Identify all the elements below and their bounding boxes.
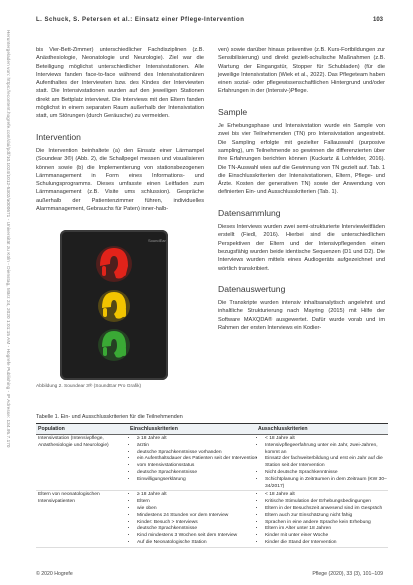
side-download-text: Heruntergeladen von: https://econtent.hogrefe.com/doi/pdf/10.1024/1012-5302/a000671 - Universität zu Köln - Dienstag, März 24, 2020 1:01:15 AM - Hogrefe Publishing - IP Adresse: 134.95.7.170	[6, 30, 11, 448]
red-ear-icon	[96, 246, 132, 282]
exclude-criterion: • Sprachen in eine andere Sprache kein Erhebung	[265, 520, 388, 527]
heading-data-collection: Datensammlung	[218, 207, 281, 218]
table-header-population: Population	[38, 426, 65, 432]
right-paragraph-1: ven) sowie darüber hinaus präventive (z.B. Kurs-Fortbildungen zur Sensibilisierung) und direkt gezielt-schulische Maßnahmen (z.B. Wartung der Eingangstür, Stopper für Schubladen) (für die jeweilige Intensivstation (Wiek et al., 2022). Das Pflegeteam haben einen sozial- oder pflegewissenschaftlichen Hintergrund und/oder Erfahrungen in der (Intensiv-)Pflege.	[218, 47, 385, 95]
exclude-list	[258, 492, 388, 546]
include-criterion: • Einwilligungserklärung	[137, 477, 258, 484]
include-criterion: • Auf die Neonatologische Station	[137, 540, 258, 547]
traffic-light-ear-icon	[60, 230, 168, 380]
brand-label: SoundEar	[148, 238, 166, 243]
right-paragraph-4: Die Transkripte wurden intensiv inhaltsanalytisch angelehnt und inhaltliche Strukturierung nach Mayring (2015) mit Hilfe der Software MAXQDA® ausgewertet. Dafür wurde vorab und im Rahmen der ersten Interviews ein Kodier-	[218, 300, 385, 332]
criteria-table	[36, 423, 388, 548]
table-cell-exclude	[258, 492, 388, 546]
heading-sample: Sample	[218, 106, 248, 117]
include-criterion: • ärztin	[137, 443, 258, 450]
include-criterion: • ≥ 18 Jahre alt	[137, 492, 258, 499]
include-criterion: • deutsche Sprachkenntnisse vorhanden	[137, 450, 258, 457]
include-criterion: • Kinder: Besuch > Interviews	[137, 520, 258, 527]
table-header-row	[36, 424, 388, 435]
table-cell-include	[130, 492, 258, 546]
right-paragraph-2: Je Erhebungsphase und Intensivstation wurde ein Sample von zwei bis vier Teilnehmenden (TN) pro Intensivstation angestrebt. Die Sampling erfolgte mit gezielter Fallauswahl (purposive sampling), um Teilnehmende so gewinnen die differenzierten über ihre Erfahrungen berichten können (Kuckartz & Lohfelder, 2016). Die TN-Auswahl wies auf die Gewinnung von TN gezielt auf. Tab. 1 die Einschlusskriterien der Intensivstationen, Eltern, Pflege- und Ärzte. Kosten der generativen TN) sowie der Anwendung von definierten Ein- und Ausschlusskriterien (Tab. 1).	[218, 123, 385, 196]
table-row	[36, 435, 388, 491]
left-column	[36, 46, 204, 213]
table-header-include: Einschlusskriterien	[130, 426, 178, 432]
exclude-criterion: • Eltern im Alter unter 18 Jahren	[265, 526, 388, 533]
include-criterion: • ≥ 18 Jahre alt	[137, 436, 258, 443]
include-criterion: • Eltern	[137, 499, 258, 506]
table-header-exclude: Ausschlusskriterien	[258, 426, 308, 432]
exclude-criterion: • Eltern auch zur Einschätzung nicht fähig	[265, 513, 388, 520]
heading-intervention: Intervention	[36, 131, 81, 142]
table-cell-include	[130, 436, 258, 490]
left-paragraph-2: Die Intervention beinhaltete (a) den Einsatz einer Lärmampel (Soundear 3®) (Abb. 2), die Schallpegel messen und visualisieren können sowie (b) die Implementierung von stationsbezogenen Lärmmanagement in Form eines Informations- und Schulungsprogramms. Dieses umfasste einen Leitfaden zum Lärmmanagement (z.B. Visite ums schlussion). Gespräche außerhalb der Patientenzimmer führen, individuelles Alarmmanagement, Gebrauchs für Paten) inner-halb-	[36, 147, 204, 213]
yellow-ear-icon	[98, 290, 130, 322]
right-paragraph-3: Dieses Interviews wurden zwei semi-strukturierte Interviewleitfäden erstellt (Fiedl, 2016). Hierbei sind die unterschiedlichen Perspektiven der Eltern und der Intensivpflegenden einen bezugsfähig wurden beide identische Sequenzen (D1 und D2). Die Interviews wurden mittels eines Audiogeräts aufgezeichnet und wörtlich transkribiert.	[218, 224, 385, 272]
exclude-criterion: • Nicht deutsche Sprachkenntnisse	[265, 470, 388, 477]
table-cell-population: Intensivstation (Intensivpflege, Anästhesiologie und Neurologie)	[38, 436, 109, 448]
exclude-criterion: • < 18 Jahre alt	[265, 492, 388, 499]
side-download-notice	[2, 30, 12, 550]
exclude-criterion: • Kinder mit unter einer Woche	[265, 533, 388, 540]
include-criterion: • ein Aufenthaltsdauer des Patienten seit der Intervention	[137, 456, 258, 463]
exclude-criterion: • Kritische Stimulation der Erhebungsbedingungen	[265, 499, 388, 506]
running-head	[36, 17, 383, 27]
footer-citation: Pflege (2020), 33 (3), 101–109	[312, 571, 383, 577]
include-criterion: • deutsche Sprachkenntnisse	[137, 470, 258, 477]
exclude-criterion: • Kinder die Stand der Intervention	[265, 540, 388, 547]
include-criterion: • Mindestens 24 Stunden vor dem Interview	[137, 513, 258, 520]
left-paragraph-1: bis Vier-Bett-Zimmer) unterschiedlicher Fachdisziplinen (z.B. Anästhesiologie, Neonatologie und Neurologie). Ziel war die Beteiligung möglichst unterschiedlicher Intensivstationen. Alle Interviews fanden face-to-face während des Intensivstationären Aufenthaltes der Interviewten bzw. des Kindes der Interviewten statt. Die Intensivstationen wurden auf den jeweiligen Stationen direkt am Bettplatz interviewt. Die Interviews mit den Eltern fanden möglichst in einem separaten Raum außerhalb der Intensivstation statt, um Störungen (durch Geräusche) zu vermeiden.	[36, 47, 204, 120]
figure-caption: Abbildung 2. Soundear 3® (SoundEar Pro Grafik)	[36, 384, 142, 389]
table-row	[36, 491, 388, 547]
include-criterion: • deutsche Sprachkenntnisse	[137, 526, 258, 533]
exclude-criterion: • Einsatz der fachweiterbildung und erst ein Jahr auf die Station seit der Intervention	[265, 456, 388, 470]
soundear-device-figure	[60, 230, 168, 380]
table-cell-population: Eltern von neonatologischen Intensivpatienten	[38, 492, 100, 505]
exclude-criterion: • Intensivpflegeerfahrung unter ein Jahr, zwei-Jahren, kommt an	[265, 443, 388, 457]
include-criterion: • vom Intensivstationsstatus	[137, 463, 258, 470]
heading-evaluation: Datenauswertung	[218, 283, 286, 294]
include-list	[130, 492, 258, 546]
exclude-criterion: • Schichtplanung in Zeiträumen in dem Zeitraum (KW 30–34/2017)	[265, 477, 388, 491]
table-title: Tabelle 1. Ein- und Ausschlusskriterien für die Teilnehmenden	[36, 414, 183, 420]
table-cell-exclude	[258, 436, 388, 490]
exclude-criterion: • < 18 Jahre alt	[265, 436, 388, 443]
exclude-criterion: • Eltern in der Besuchszeit anwesend sind im Gespräch	[265, 506, 388, 513]
include-criterion: • Kind mindestens 3 Wochen seit dem Interview	[137, 533, 258, 540]
table-body	[36, 435, 388, 548]
running-head-authors: L. Schuck, S. Petersen et al.: Einsatz einer Pflege-Intervention	[36, 17, 245, 23]
footer-copyright: © 2020 Hogrefe	[36, 571, 73, 577]
right-column	[218, 46, 385, 332]
include-criterion: • wie oben	[137, 506, 258, 513]
exclude-list	[258, 436, 388, 490]
green-ear-icon	[98, 329, 130, 361]
page-number: 103	[372, 17, 383, 23]
include-list	[130, 436, 258, 484]
